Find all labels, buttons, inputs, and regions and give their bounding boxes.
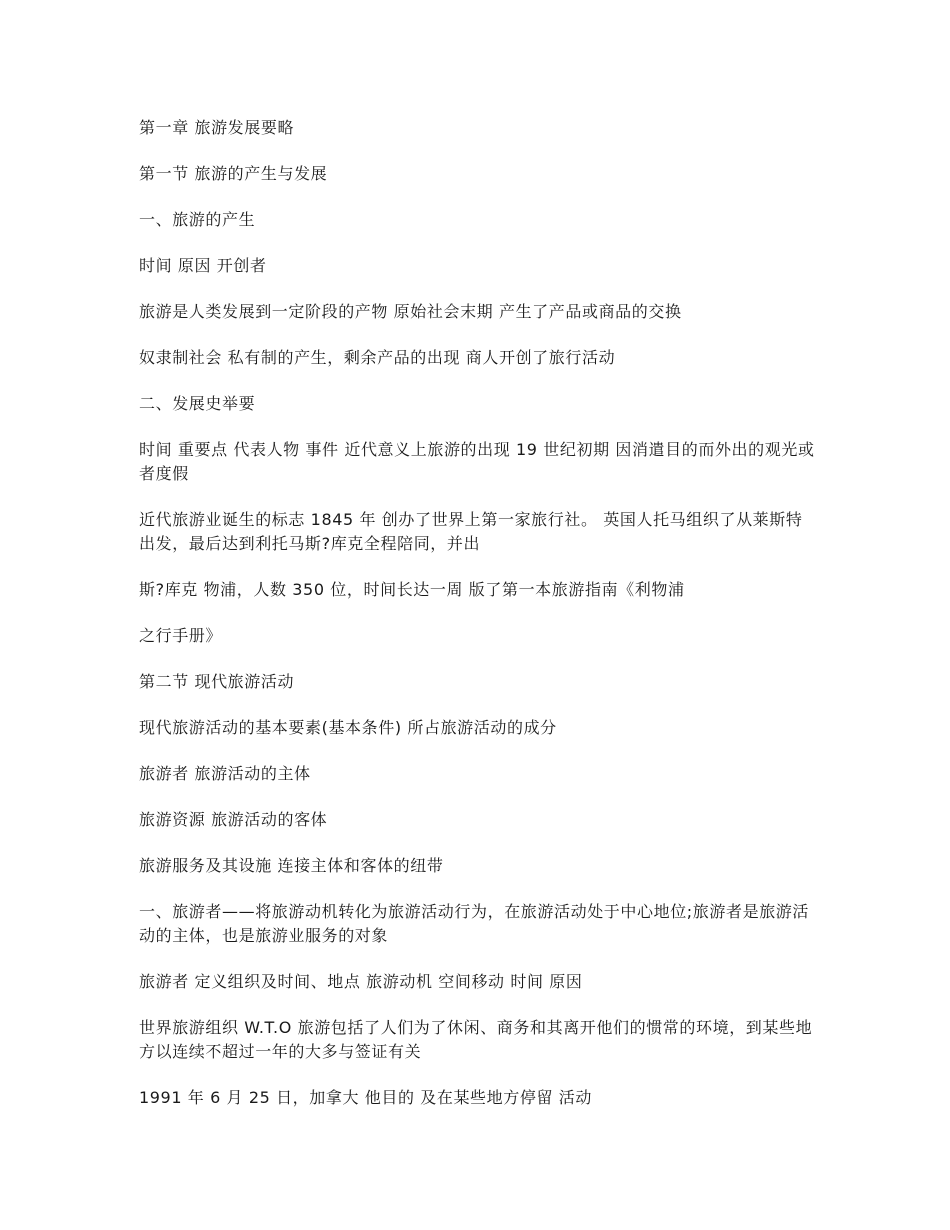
paragraph: 旅游是人类发展到一定阶段的产物 原始社会末期 产生了产品或商品的交换 bbox=[139, 302, 682, 321]
paragraph: 1991 年 6 月 25 日，加拿大 他目的 及在某些地方停留 活动 bbox=[139, 1088, 592, 1107]
subsection-heading: 二、发展史举要 bbox=[139, 394, 256, 413]
paragraph: 时间 重要点 代表人物 事件 近代意义上旅游的出现 19 世纪初期 因消遣目的而外出的观光或者度假 bbox=[139, 440, 815, 483]
document-body bbox=[139, 116, 819, 1132]
section-title: 第二节 现代旅游活动 bbox=[139, 672, 295, 691]
paragraph: 旅游者 旅游活动的主体 bbox=[139, 764, 311, 783]
paragraph: 旅游服务及其设施 连接主体和客体的纽带 bbox=[139, 856, 444, 875]
chapter-title: 第一章 旅游发展要略 bbox=[139, 118, 295, 137]
paragraph: 时间 原因 开创者 bbox=[139, 256, 267, 275]
paragraph: 现代旅游活动的基本要素(基本条件) 所占旅游活动的成分 bbox=[139, 718, 557, 737]
section-title: 第一节 旅游的产生与发展 bbox=[139, 164, 328, 183]
paragraph: 奴隶制社会 私有制的产生，剩余产品的出现 商人开创了旅行活动 bbox=[139, 348, 616, 367]
paragraph: 旅游者 定义组织及时间、地点 旅游动机 空间移动 时间 原因 bbox=[139, 972, 583, 991]
subsection-heading: 一、旅游的产生 bbox=[139, 210, 256, 229]
paragraph: 斯?库克 物浦，人数 350 位，时间长达一周 版了第一本旅游指南《利物浦 bbox=[139, 580, 685, 599]
paragraph: 一、旅游者——将旅游动机转化为旅游活动行为，在旅游活动处于中心地位;旅游者是旅游活动的主体，也是旅游业服务的对象 bbox=[139, 902, 809, 945]
paragraph: 之行手册》 bbox=[139, 626, 223, 645]
paragraph: 近代旅游业诞生的标志 1845 年 创办了世界上第一家旅行社。 英国人托马组织了从莱斯特出发，最后达到利托马斯?库克全程陪同，并出 bbox=[139, 510, 803, 553]
paragraph: 世界旅游组织 W.T.O 旅游包括了人们为了休闲、商务和其离开他们的惯常的环境，到某些地方以连续不超过一年的大多与签证有关 bbox=[139, 1018, 813, 1061]
paragraph: 旅游资源 旅游活动的客体 bbox=[139, 810, 328, 829]
